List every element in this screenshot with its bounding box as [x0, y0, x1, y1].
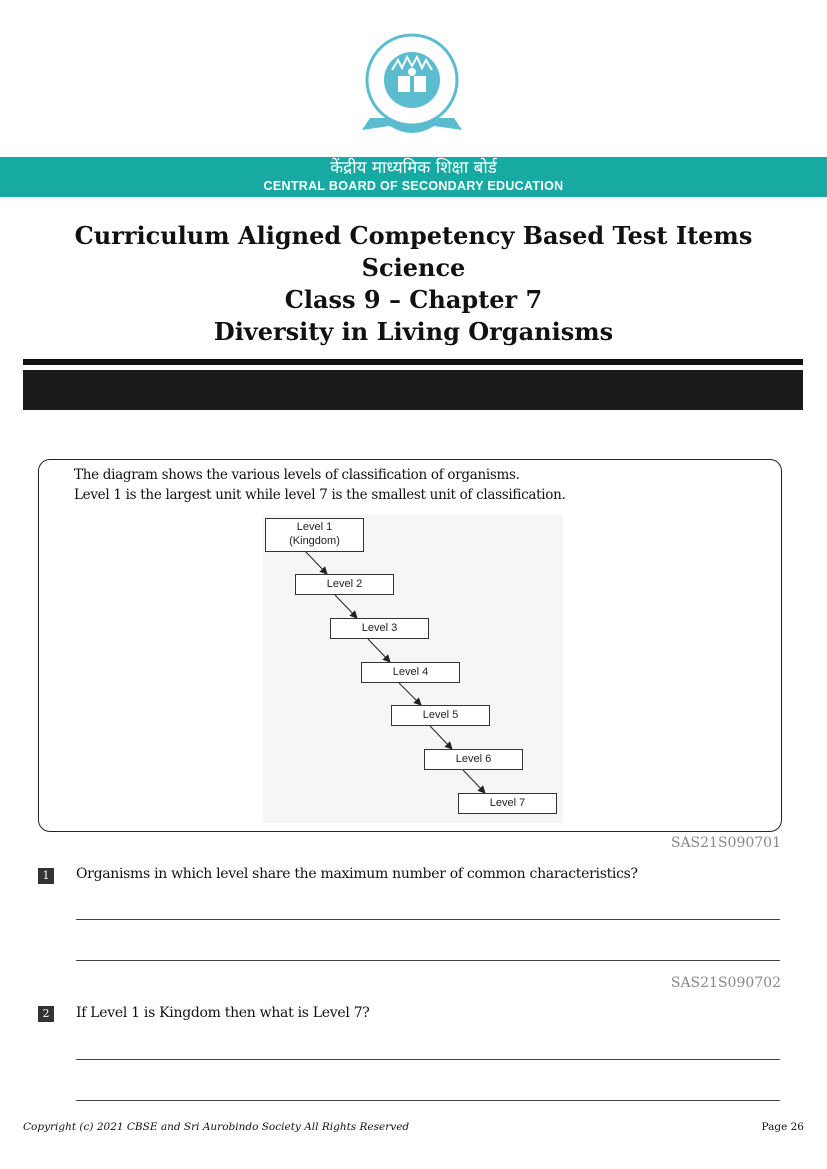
answer-line[interactable]	[76, 1059, 780, 1060]
level-label: Level 1	[296, 521, 333, 533]
document-title	[0, 220, 827, 348]
stimulus-text	[74, 465, 566, 505]
answer-line[interactable]	[76, 960, 780, 961]
stimulus-line: Level 1 is the largest unit while level 7 is the smallest unit of classification.	[74, 487, 566, 503]
page-number: Page 26	[761, 1121, 804, 1133]
board-banner	[0, 157, 827, 197]
level-1-box	[265, 518, 364, 552]
item-code: SAS21S090701	[670, 835, 781, 851]
board-name-hindi: केंद्रीय माध्यमिक शिक्षा बोर्ड	[330, 158, 497, 178]
level-3-box: Level 3	[330, 618, 429, 639]
title-line: Curriculum Aligned Competency Based Test Items	[74, 221, 753, 250]
copyright: Copyright (c) 2021 CBSE and Sri Aurobindo Society All Rights Reserved	[23, 1121, 410, 1133]
level-6-box: Level 6	[424, 749, 523, 770]
answer-line[interactable]	[76, 919, 780, 920]
question-text: Organisms in which level share the maximum number of common characteristics?	[76, 866, 638, 882]
question-number: 2	[38, 1006, 54, 1022]
item-code: SAS21S090702	[670, 975, 781, 991]
question-number: 1	[38, 868, 54, 884]
level-4-box: Level 4	[361, 662, 460, 683]
level-7-box: Level 7	[458, 793, 557, 814]
classification-diagram	[263, 515, 563, 823]
cbse-logo	[360, 30, 464, 140]
level-sublabel: (Kingdom)	[289, 535, 340, 547]
question-text: If Level 1 is Kingdom then what is Level 7?	[76, 1005, 370, 1021]
class-chapter: Class 9 – Chapter 7	[284, 285, 543, 314]
divider	[23, 359, 803, 365]
level-2-box: Level 2	[295, 574, 394, 595]
chapter-name: Diversity in Living Organisms	[213, 317, 614, 346]
dark-band	[23, 370, 803, 410]
subject: Science	[361, 253, 466, 282]
stimulus-line: The diagram shows the various levels of classification of organisms.	[74, 467, 520, 483]
board-name-english: CENTRAL BOARD OF SECONDARY EDUCATION	[263, 179, 564, 193]
level-5-box: Level 5	[391, 705, 490, 726]
answer-line[interactable]	[76, 1100, 780, 1101]
